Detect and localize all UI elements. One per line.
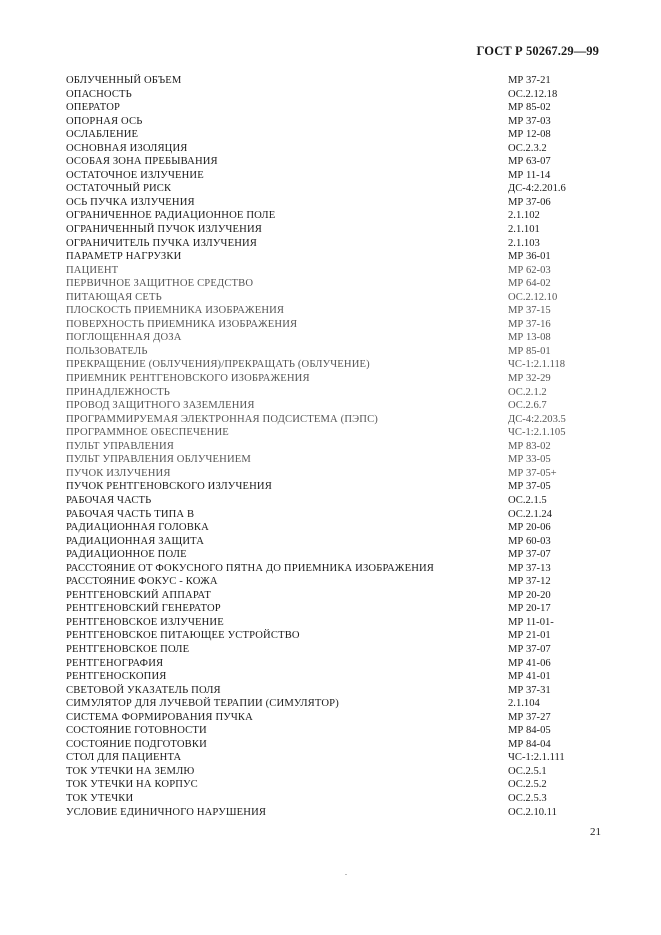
term-reference: МР 37-15	[508, 305, 551, 317]
term-label: ПРОГРАММНОЕ ОБЕСПЕЧЕНИЕ	[66, 427, 229, 439]
term-reference: МР 37-21	[508, 75, 551, 86]
term-entry-row	[66, 318, 606, 332]
term-entry-row	[66, 115, 606, 129]
term-reference: МР 62-03	[508, 264, 551, 276]
term-label: ПОВЕРХНОСТЬ ПРИЕМНИКА ИЗОБРАЖЕНИЯ	[66, 318, 298, 330]
term-entry-row	[66, 467, 606, 481]
term-label: ОПАСНОСТЬ	[66, 88, 132, 100]
term-reference: МР 63-07	[508, 156, 551, 168]
term-entry-row	[66, 209, 606, 223]
term-reference: МР 84-05	[508, 725, 551, 737]
term-entry-row	[66, 494, 606, 508]
term-label: ОСТАТОЧНОЕ ИЗЛУЧЕНИЕ	[66, 169, 204, 181]
term-entry-row	[66, 291, 606, 305]
term-entry-row	[66, 277, 606, 291]
term-label: ПРОГРАММИРУЕМАЯ ЭЛЕКТРОННАЯ ПОДСИСТЕМА (ПЭПС)	[66, 413, 378, 425]
term-reference: ОС.2.6.7	[508, 400, 547, 412]
term-label: ОГРАНИЧЕННЫЙ ПУЧОК ИЗЛУЧЕНИЯ	[66, 224, 262, 236]
term-entry-row	[66, 643, 606, 657]
term-reference: МР 37-27	[508, 711, 551, 723]
term-reference: МР 13-08	[508, 332, 551, 344]
term-label: РЕНТГЕНОВСКИЙ ГЕНЕРАТОР	[66, 603, 221, 615]
term-entry-row	[66, 575, 606, 589]
term-reference: МР 36-01	[508, 251, 551, 263]
term-reference: МР 12-08	[508, 129, 551, 141]
term-label: СОСТОЯНИЕ ПОДГОТОВКИ	[66, 738, 207, 750]
term-label: ОГРАНИЧИТЕЛЬ ПУЧКА ИЗЛУЧЕНИЯ	[66, 237, 258, 249]
term-label: ПЛОСКОСТЬ ПРИЕМНИКА ИЗОБРАЖЕНИЯ	[66, 305, 285, 317]
term-entry-row	[66, 169, 606, 183]
term-entry-row	[66, 440, 606, 454]
term-label: ОСЛАБЛЕНИЕ	[66, 129, 139, 141]
term-reference: МР 41-06	[508, 657, 551, 669]
term-label: ПУЛЬТ УПРАВЛЕНИЯ	[66, 440, 174, 452]
term-entry-row	[66, 223, 606, 237]
term-entry-row	[66, 372, 606, 386]
term-label: ОСНОВНАЯ ИЗОЛЯЦИЯ	[66, 142, 188, 154]
term-entry-row	[66, 806, 606, 820]
term-label: ПУЧОК ИЗЛУЧЕНИЯ	[66, 467, 171, 479]
term-entry-row	[66, 101, 606, 115]
term-label: ПРЕКРАЩЕНИЕ (ОБЛУЧЕНИЯ)/ПРЕКРАЩАТЬ (ОБЛУЧЕНИЕ)	[66, 359, 370, 371]
term-reference: ОС.2.1.5	[508, 494, 547, 506]
term-entry-row	[66, 250, 606, 264]
term-reference: ОС.2.5.2	[508, 779, 547, 791]
scan-speck	[345, 874, 347, 875]
term-reference: МР 85-02	[508, 102, 551, 114]
term-label: РАССТОЯНИЕ ОТ ФОКУСНОГО ПЯТНА ДО ПРИЕМНИКА ИЗОБРАЖЕНИЯ	[66, 562, 435, 574]
term-label: СИМУЛЯТОР ДЛЯ ЛУЧЕВОЙ ТЕРАПИИ (СИМУЛЯТОР)	[66, 698, 339, 710]
term-label: РЕНТГЕНОВСКОЕ ПИТАЮЩЕЕ УСТРОЙСТВО	[66, 630, 300, 642]
term-label: РАССТОЯНИЕ ФОКУС - КОЖА	[66, 576, 218, 588]
term-reference: МР 60-03	[508, 535, 551, 547]
term-entry-row	[66, 616, 606, 630]
term-reference: ДС-4:2.201.6	[508, 183, 566, 195]
term-entry-row	[66, 345, 606, 359]
term-entry-row	[66, 74, 606, 88]
term-reference: МР 37-12	[508, 576, 551, 588]
term-entry-row	[66, 237, 606, 251]
term-entry-row	[66, 697, 606, 711]
term-label: РАБОЧАЯ ЧАСТЬ ТИПА В	[66, 508, 195, 520]
term-reference: МР 21-01	[508, 630, 551, 642]
term-label: ПОЛЬЗОВАТЕЛЬ	[66, 345, 148, 357]
term-label: РЕНТГЕНОГРАФИЯ	[66, 657, 164, 669]
term-label: СОСТОЯНИЕ ГОТОВНОСТИ	[66, 725, 207, 737]
term-reference: МР 20-20	[508, 589, 551, 601]
term-label: ПИТАЮЩАЯ СЕТЬ	[66, 291, 162, 303]
term-entry-row	[66, 196, 606, 210]
term-entry-row	[66, 331, 606, 345]
term-label: ТОК УТЕЧКИ	[66, 792, 134, 804]
term-label: ПРИЕМНИК РЕНТГЕНОВСКОГО ИЗОБРАЖЕНИЯ	[66, 373, 310, 385]
term-reference: ОС.2.5.3	[508, 792, 547, 804]
term-reference: МР 37-16	[508, 318, 551, 330]
term-entry-row	[66, 304, 606, 318]
term-reference: МР 37-13	[508, 562, 551, 574]
term-entry-row	[66, 399, 606, 413]
term-label: РАДИАЦИОННАЯ ГОЛОВКА	[66, 522, 209, 534]
term-reference: ОС.2.1.24	[508, 508, 552, 520]
term-label: ПЕРВИЧНОЕ ЗАЩИТНОЕ СРЕДСТВО	[66, 278, 254, 290]
term-reference: МР 20-17	[508, 603, 551, 615]
term-reference: МР 37-05	[508, 481, 551, 493]
term-entry-row	[66, 589, 606, 603]
term-entry-row	[66, 751, 606, 765]
term-reference: ОС.2.1.2	[508, 386, 547, 398]
term-entry-row	[66, 792, 606, 806]
term-entry-row	[66, 358, 606, 372]
term-reference: МР 37-07	[508, 643, 551, 655]
term-label: ОПЕРАТОР	[66, 102, 121, 114]
term-label: СИСТЕМА ФОРМИРОВАНИЯ ПУЧКА	[66, 711, 253, 723]
term-label: РЕНТГЕНОВСКОЕ ИЗЛУЧЕНИЕ	[66, 616, 224, 628]
term-label: РЕНТГЕНОСКОПИЯ	[66, 671, 167, 683]
term-entry-row	[66, 548, 606, 562]
term-label: ОСОБАЯ ЗОНА ПРЕБЫВАНИЯ	[66, 156, 218, 168]
term-entry-row	[66, 765, 606, 779]
term-reference: МР 83-02	[508, 440, 551, 452]
term-label: ПУЛЬТ УПРАВЛЕНИЯ ОБЛУЧЕНИЕМ	[66, 454, 251, 466]
term-label: ПОГЛОЩЕННАЯ ДОЗА	[66, 332, 182, 344]
term-entry-row	[66, 629, 606, 643]
term-entry-row	[66, 413, 606, 427]
term-label: ОПОРНАЯ ОСЬ	[66, 115, 143, 127]
term-reference: ЧС-1:2.1.105	[508, 427, 566, 439]
term-entry-row	[66, 670, 606, 684]
term-label: РАДИАЦИОННАЯ ЗАЩИТА	[66, 535, 205, 547]
term-reference: 2.1.104	[508, 698, 540, 710]
term-label: ОБЛУЧЕННЫЙ ОБЪЕМ	[66, 75, 182, 86]
term-label: ТОК УТЕЧКИ НА КОРПУС	[66, 779, 198, 791]
term-reference: ОС.2.12.10	[508, 291, 558, 303]
term-entry-row	[66, 508, 606, 522]
term-reference: ОС.2.12.18	[508, 88, 558, 100]
term-label: СТОЛ ДЛЯ ПАЦИЕНТА	[66, 752, 182, 764]
term-entry-row	[66, 386, 606, 400]
term-reference: МР 37-06	[508, 196, 551, 208]
term-reference: МР 32-29	[508, 373, 551, 385]
term-reference: ЧС-1:2.1.118	[508, 359, 566, 371]
term-entry-row	[66, 535, 606, 549]
term-reference: МР 37-31	[508, 684, 551, 696]
page-number: 21	[590, 826, 601, 838]
term-entry-row	[66, 724, 606, 738]
term-reference: МР 41-01	[508, 671, 551, 683]
term-entry-row	[66, 88, 606, 102]
term-label: СВЕТОВОЙ УКАЗАТЕЛЬ ПОЛЯ	[66, 684, 221, 696]
term-label: ПУЧОК РЕНТГЕНОВСКОГО ИЗЛУЧЕНИЯ	[66, 481, 272, 493]
term-entry-row	[66, 562, 606, 576]
term-reference: МР 37-07	[508, 549, 551, 561]
term-label: ОСЬ ПУЧКА ИЗЛУЧЕНИЯ	[66, 196, 195, 208]
term-label: РЕНТГЕНОВСКИЙ АППАРАТ	[66, 589, 212, 601]
term-label: ПАРАМЕТР НАГРУЗКИ	[66, 251, 182, 263]
terms-index-list	[66, 74, 606, 819]
term-reference: ЧС-1:2.1.111	[508, 752, 565, 764]
term-entry-row	[66, 711, 606, 725]
term-entry-row	[66, 142, 606, 156]
term-reference: МР 33-05	[508, 454, 551, 466]
term-entry-row	[66, 684, 606, 698]
term-label: РЕНТГЕНОВСКОЕ ПОЛЕ	[66, 643, 190, 655]
term-label: УСЛОВИЕ ЕДИНИЧНОГО НАРУШЕНИЯ	[66, 806, 267, 818]
term-reference: МР 85-01	[508, 345, 551, 357]
term-reference: ОС.2.3.2	[508, 142, 547, 154]
term-label: ПАЦИЕНТ	[66, 264, 119, 276]
term-reference: ДС-4:2.203.5	[508, 413, 566, 425]
term-entry-row	[66, 155, 606, 169]
term-reference: МР 84-04	[508, 738, 551, 750]
document-code: ГОСТ Р 50267.29—99	[476, 44, 599, 58]
term-reference: МР 11-01-	[508, 616, 554, 628]
term-reference: МР 37-03	[508, 115, 551, 127]
term-entry-row	[66, 453, 606, 467]
term-reference: МР 11-14	[508, 169, 551, 181]
term-label: ПРИНАДЛЕЖНОСТЬ	[66, 386, 171, 398]
term-entry-row	[66, 264, 606, 278]
term-label: ПРОВОД ЗАЩИТНОГО ЗАЗЕМЛЕНИЯ	[66, 400, 255, 412]
term-reference: МР 37-05+	[508, 467, 557, 479]
term-reference: ОС.2.5.1	[508, 765, 547, 777]
term-entry-row	[66, 480, 606, 494]
term-reference: МР 20-06	[508, 522, 551, 534]
term-reference: МР 64-02	[508, 278, 551, 290]
term-label: ОГРАНИЧЕННОЕ РАДИАЦИОННОЕ ПОЛЕ	[66, 210, 276, 222]
term-entry-row	[66, 521, 606, 535]
term-label: ТОК УТЕЧКИ НА ЗЕМЛЮ	[66, 765, 195, 777]
term-label: РАДИАЦИОННОЕ ПОЛЕ	[66, 549, 187, 561]
term-entry-row	[66, 738, 606, 752]
term-entry-row	[66, 778, 606, 792]
term-reference: 2.1.102	[508, 210, 540, 222]
term-entry-row	[66, 657, 606, 671]
term-entry-row	[66, 128, 606, 142]
term-entry-row	[66, 426, 606, 440]
term-entry-row	[66, 602, 606, 616]
term-reference: 2.1.103	[508, 237, 540, 249]
term-reference: ОС.2.10.11	[508, 806, 557, 818]
term-reference: 2.1.101	[508, 224, 540, 236]
term-label: РАБОЧАЯ ЧАСТЬ	[66, 494, 152, 506]
term-label: ОСТАТОЧНЫЙ РИСК	[66, 183, 172, 195]
term-entry-row	[66, 182, 606, 196]
